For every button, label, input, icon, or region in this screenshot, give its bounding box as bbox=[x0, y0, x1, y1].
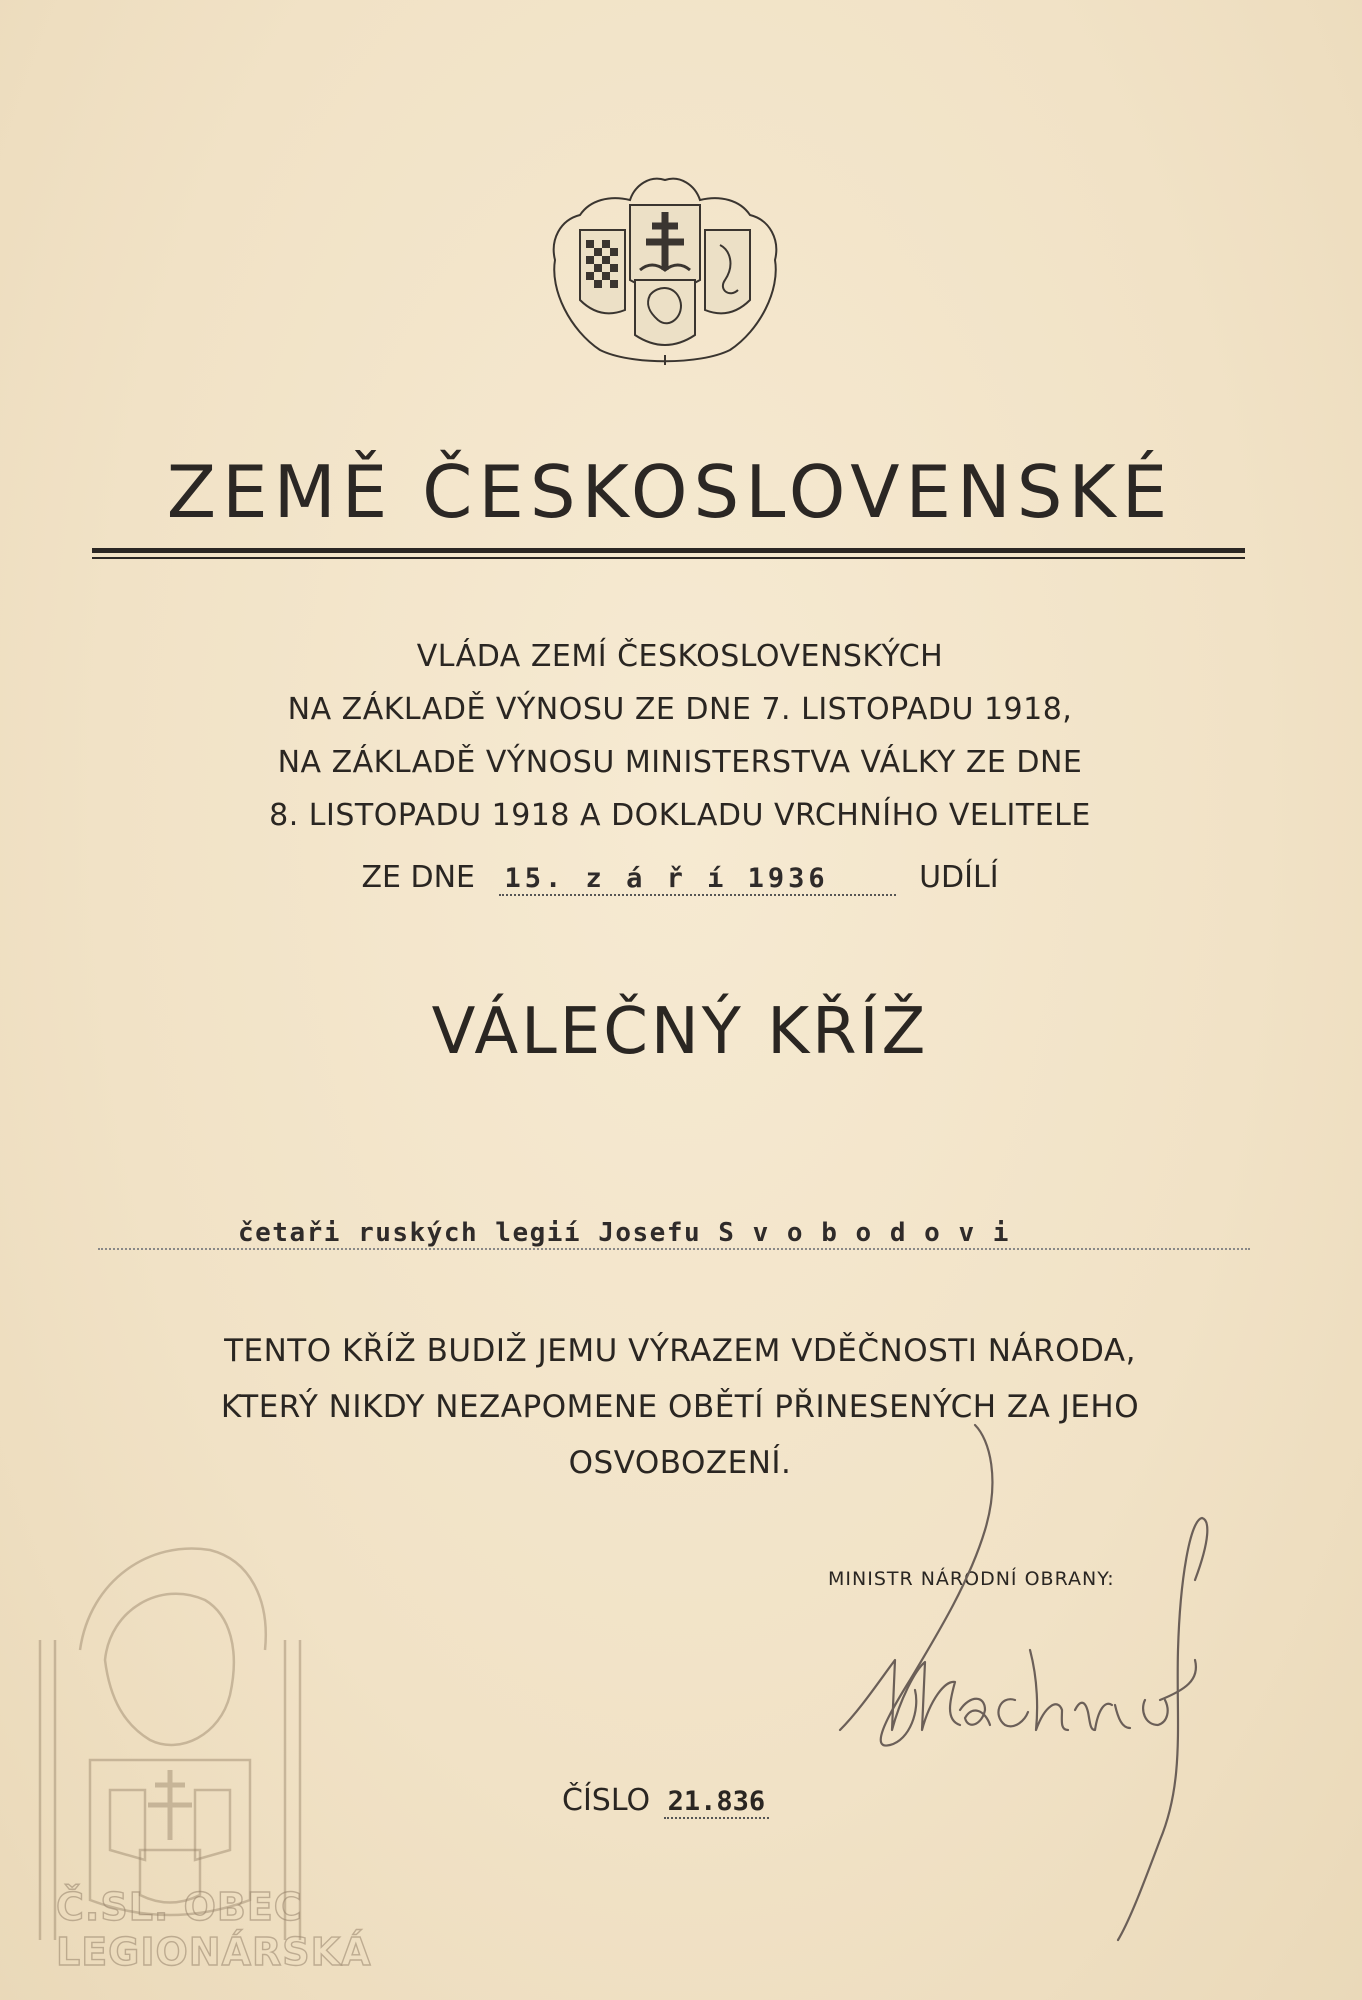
number-label: ČÍSLO bbox=[562, 1783, 651, 1818]
legion-watermark bbox=[20, 1520, 372, 1980]
title-rule-thick bbox=[92, 548, 1245, 553]
date-prefix: ZE DNE bbox=[361, 860, 475, 895]
date-typed: 15. z á ř í 1936 bbox=[499, 863, 896, 896]
certificate-number bbox=[562, 1783, 769, 1818]
coat-of-arms-icon bbox=[540, 170, 790, 370]
recipient-typed: četaři ruských legií Josefu S v o b o d o v i bbox=[238, 1218, 1010, 1248]
gratitude-line: KTERÝ NIKDY NEZAPOMENE OBĚTÍ PŘINESENÝCH ZA JEHO bbox=[220, 1389, 1140, 1425]
decree-line: 8. LISTOPADU 1918 A DOKLADU VRCHNÍHO VELITELE bbox=[269, 798, 1091, 833]
date-suffix: UDÍLÍ bbox=[919, 860, 999, 895]
decree-line: NA ZÁKLADĚ VÝNOSU ZE DNE 7. LISTOPADU 1918, bbox=[287, 692, 1073, 727]
award-name: VÁLEČNÝ KŘÍŽ bbox=[431, 995, 929, 1069]
recipient-line bbox=[98, 1218, 1250, 1250]
gratitude-line: OSVOBOZENÍ. bbox=[568, 1445, 792, 1481]
watermark-line2: LEGIONÁRSKÁ bbox=[56, 1930, 372, 1974]
decree-line: NA ZÁKLADĚ VÝNOSU MINISTERSTVA VÁLKY ZE DNE bbox=[277, 745, 1083, 780]
number-typed: 21.836 bbox=[664, 1786, 770, 1819]
title-rule-thin bbox=[92, 557, 1245, 559]
minister-label: MINISTR NÁRODNÍ OBRANY: bbox=[828, 1568, 1115, 1590]
date-line bbox=[200, 860, 1160, 896]
decree-line: VLÁDA ZEMÍ ČESKOSLOVENSKÝCH bbox=[416, 639, 944, 674]
document-title: ZEMĚ ČESKOSLOVENSKÉ bbox=[166, 450, 1174, 534]
watermark-line1: Č.SL. OBEC bbox=[56, 1885, 303, 1929]
gratitude-line: TENTO KŘÍŽ BUDIŽ JEMU VÝRAZEM VDĚČNOSTI NÁRODA, bbox=[224, 1333, 1136, 1369]
decree-text bbox=[150, 630, 1210, 842]
signature bbox=[800, 1400, 1300, 1960]
